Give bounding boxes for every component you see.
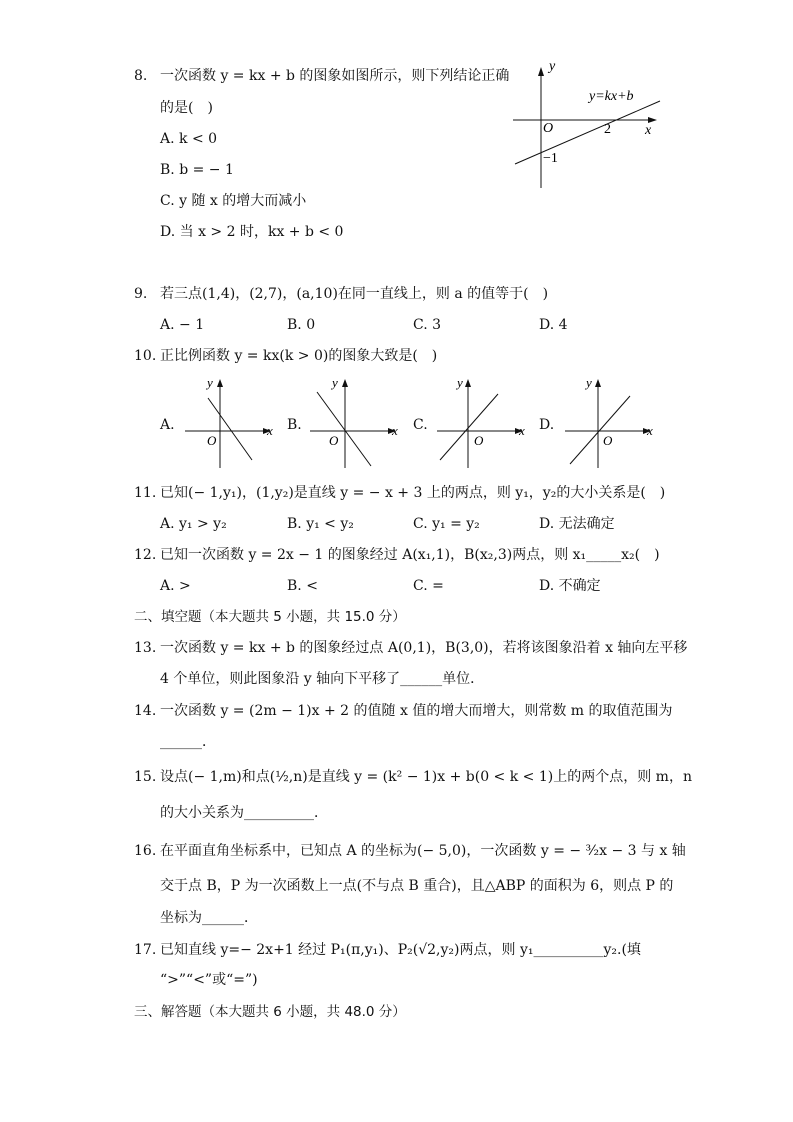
q12-option-c: C. = xyxy=(413,578,444,594)
q8-graph-origin: O xyxy=(543,121,554,136)
q10-a-origin: O xyxy=(207,433,217,448)
q10-b-x-label: x xyxy=(392,423,398,438)
q9-option-a: A. − 1 xyxy=(160,317,205,333)
q10-option-d-label: D. xyxy=(539,417,555,433)
q13-number: 13. xyxy=(134,640,157,656)
q17-line2: “>”“<”或“=”) xyxy=(160,972,258,988)
q8-option-a: A. k < 0 xyxy=(160,131,218,147)
q10-b-origin: O xyxy=(329,433,339,448)
q10-graph-b xyxy=(305,372,405,470)
q9-stem: 若三点(1,4)，(2,7)，(a,10)在同一直线上，则 a 的值等于( ) xyxy=(160,286,549,302)
q8-option-c: C. y 随 x 的增大而减小 xyxy=(160,193,307,209)
q8-option-b: B. b = − 1 xyxy=(160,162,234,178)
q8-number: 8. xyxy=(134,68,148,84)
q14-number: 14. xyxy=(134,703,157,719)
q8-option-d: D. 当 x > 2 时，kx + b < 0 xyxy=(160,224,344,240)
q10-number: 10. xyxy=(134,348,157,364)
q13-line2: 4 个单位，则此图象沿 y 轴向下平移了______单位． xyxy=(160,671,485,687)
q8-graph-y-label: y xyxy=(549,59,556,74)
q12-number: 12. xyxy=(134,547,157,563)
q8-graph xyxy=(505,58,665,193)
q10-option-b-label: B. xyxy=(287,417,302,433)
q10-option-c-label: C. xyxy=(413,417,428,433)
q15-line1: 设点(− 1,m)和点(½,n)是直线 y = (k² − 1)x + b(0 < k < 1)上的两个点，则 m，n xyxy=(160,769,692,785)
q9-option-b: B. 0 xyxy=(287,317,316,333)
q16-line2: 交于点 B，P 为一次函数上一点(不与点 B 重合)，且△ABP 的面积为 6，则点 P 的 xyxy=(160,878,674,894)
section-fill-in-heading: 二、填空题（本大题共 5 小题，共 15.0 分） xyxy=(134,609,406,625)
q8-stem-line2: 的是( ) xyxy=(160,100,213,116)
q10-c-x-label: x xyxy=(519,423,525,438)
q10-d-y-label: y xyxy=(586,375,592,390)
q11-option-d: D. 无法确定 xyxy=(539,516,615,532)
section-solve-heading: 三、解答题（本大题共 6 小题，共 48.0 分） xyxy=(134,1004,406,1020)
q15-line2: 的大小关系为__________． xyxy=(160,805,328,821)
q11-stem: 已知(− 1,y₁)，(1,y₂)是直线 y = − x + 3 上的两点，则 y₁，y₂的大小关系是( ) xyxy=(160,485,666,501)
q16-line1: 在平面直角坐标系中，已知点 A 的坐标为(− 5,0)，一次函数 y = − ³⁄₂x − 3 与 x 轴 xyxy=(160,843,686,859)
q10-stem: 正比例函数 y = kx(k > 0)的图象大致是( ) xyxy=(160,348,438,364)
q11-option-c: C. y₁ = y₂ xyxy=(413,516,480,532)
q10-d-x-label: x xyxy=(647,423,653,438)
q12-option-d: D. 不确定 xyxy=(539,578,601,594)
q8-graph-y-intercept: −1 xyxy=(543,151,558,166)
q16-line3: 坐标为______． xyxy=(160,910,258,926)
q10-d-origin: O xyxy=(603,433,613,448)
q11-option-b: B. y₁ < y₂ xyxy=(287,516,354,532)
q15-number: 15. xyxy=(134,769,157,785)
q11-option-a: A. y₁ > y₂ xyxy=(160,516,227,532)
q13-line1: 一次函数 y = kx + b 的图象经过点 A(0,1)，B(3,0)，若将该图象沿着 x 轴向左平移 xyxy=(160,640,688,656)
q9-number: 9. xyxy=(134,286,148,302)
q16-number: 16. xyxy=(134,843,157,859)
q8-graph-x-label: x xyxy=(645,123,652,138)
q14-line2: ______． xyxy=(160,734,216,750)
q11-number: 11. xyxy=(134,485,157,501)
q12-stem: 已知一次函数 y = 2x − 1 的图象经过 A(x₁,1)，B(x₂,3)两点，则 x₁_____x₂( ) xyxy=(160,547,660,563)
q12-option-a: A. > xyxy=(160,578,191,594)
q17-line1: 已知直线 y=− 2x+1 经过 P₁(π,y₁)、P₂(√2,y₂)两点，则 y₁__________y₂.(填 xyxy=(160,942,641,958)
q12-option-b: B. < xyxy=(287,578,318,594)
q14-line1: 一次函数 y = (2m − 1)x + 2 的值随 x 值的增大而增大，则常数 m 的取值范围为 xyxy=(160,703,673,719)
q10-c-y-label: y xyxy=(457,375,463,390)
q10-option-a-label: A. xyxy=(160,417,175,433)
q10-c-origin: O xyxy=(474,433,484,448)
q10-b-y-label: y xyxy=(332,375,338,390)
q17-number: 17. xyxy=(134,942,157,958)
q8-stem-line1: 一次函数 y = kx + b 的图象如图所示，则下列结论正确 xyxy=(160,68,510,84)
q10-a-x-label: x xyxy=(267,423,273,438)
q8-graph-line-label: y=kx+b xyxy=(589,89,634,104)
q10-graph-d xyxy=(560,372,660,470)
q9-option-c: C. 3 xyxy=(413,317,442,333)
q10-graph-c xyxy=(432,372,532,470)
q9-option-d: D. 4 xyxy=(539,317,568,333)
q8-graph-x-intercept: 2 xyxy=(604,122,611,137)
q10-a-y-label: y xyxy=(207,375,213,390)
q10-graph-a xyxy=(180,372,280,470)
